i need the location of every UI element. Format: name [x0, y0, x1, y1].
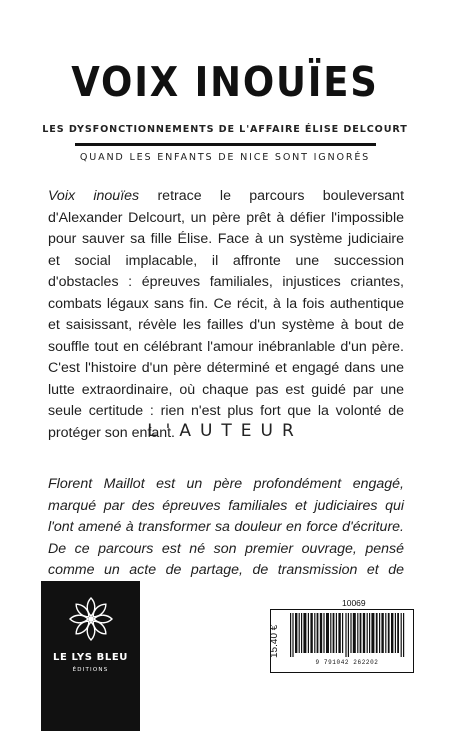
book-title: VOIX INOUÏES: [71, 58, 379, 106]
author-heading: L'AUTEUR: [147, 421, 303, 441]
title-divider: [75, 143, 376, 146]
publisher-name: LE LYS BLEU: [53, 652, 128, 663]
reference-number: 10069: [342, 598, 366, 608]
blurb-text: retrace le parcours bouleversant d'Alexander Delcourt, un père prêt à défier l'impossible pour sauver sa fille Élise. Face à un système judiciaire et social implacable, il affronte une succession d'obstacles : épreuves familiales, injustices criantes, combats légaux sans fin. Ce récit, à la fois authentique et saisissant, révèle les failles d'un système à bout de souffle tout en célébrant l'amour inébranlable d'un père. C'est l'histoire d'un père déterminé et engagé dans une lutte extraordinaire, où chaque pas est guidé par une seule certitude : rien n'est plus fort que la volonté de protéger son enfant.: [48, 188, 405, 441]
blurb-title-ref: Voix inouïes: [48, 188, 140, 204]
book-subtitle: LES DYSFONCTIONNEMENTS DE L'AFFAIRE ÉLISE DELCOURT: [42, 124, 408, 135]
lotus-flower-icon: [69, 597, 113, 641]
price-label: 15.40 €: [269, 624, 280, 658]
publisher-logo-block: [41, 581, 140, 731]
isbn-barcode: [290, 613, 405, 657]
isbn-digits: 9 791042 262202: [315, 659, 379, 666]
book-tagline: QUAND LES ENFANTS DE NICE SONT IGNORÉS: [79, 152, 371, 163]
author-bio: Florent Maillot est un père profondément engagé, marqué par des épreuves familiales et judiciaires qui l'ont amené à transformer sa douleur en force d'écriture. De ce parcours est né son premier ouvrage, pensé comme un acte de partage, de transmission et de: [48, 476, 404, 578]
publisher-subtitle: ÉDITIONS: [72, 667, 109, 673]
blurb-paragraph: [48, 186, 404, 444]
